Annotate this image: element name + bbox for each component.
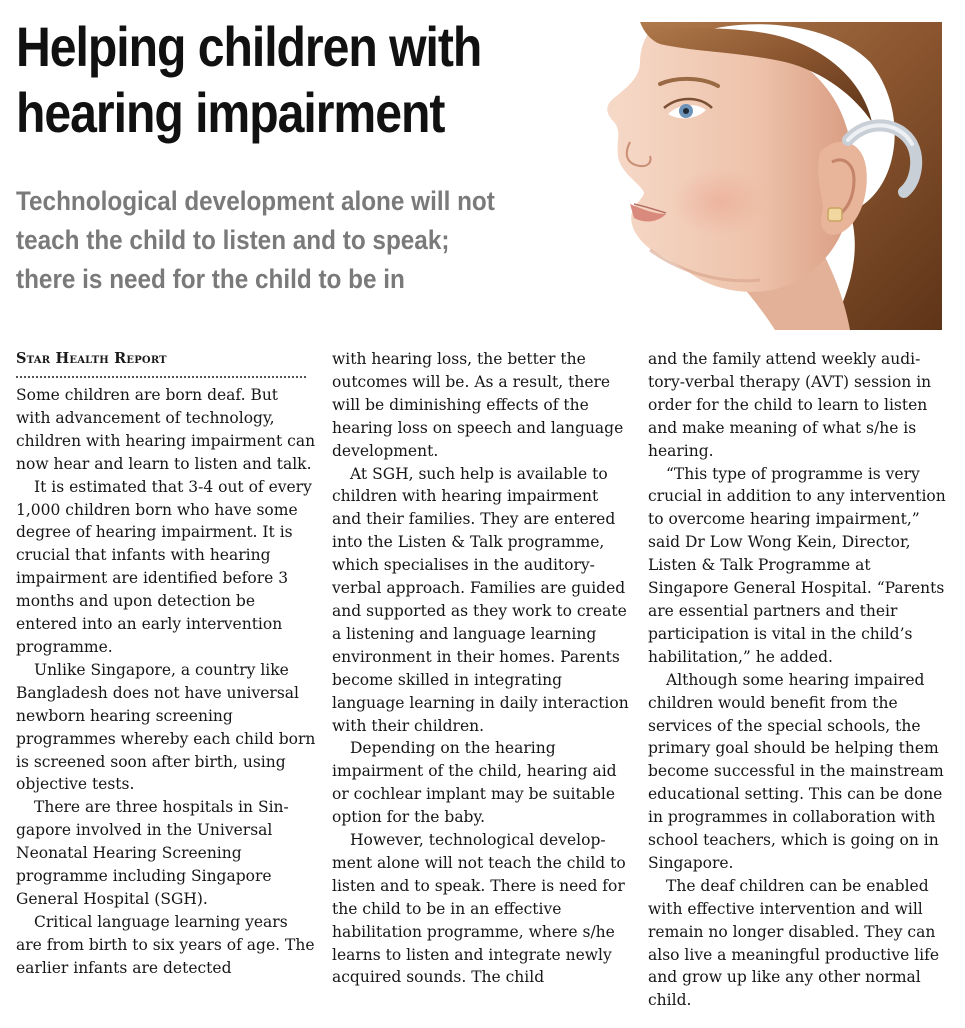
- article-column-2: [332, 348, 632, 989]
- paragraph: There are three hospitals in Singapore involved in the Universal Neonatal Hearing Screening programme including Singapore General Hospital (SGH).: [16, 798, 289, 908]
- byline-divider: [16, 376, 306, 378]
- paragraph: Depending on the hearing impairment of the child, hearing aid or cochlear implant may be suitable option for the baby.: [332, 739, 617, 827]
- article-column-3: [648, 348, 948, 1012]
- paragraph: with hearing loss, the better the outcomes will be. As a result, there will be diminishing effects of the hearing loss on speech and language development.: [332, 350, 624, 460]
- deck-line-3: there is need for the child to be in: [16, 264, 405, 294]
- deck-line-2: teach the child to listen and to speak;: [16, 225, 450, 255]
- paragraph: At SGH, such help is available to children with hearing impairment and their families. They are entered into the Listen & Talk programme, which specialises in the auditory-verbal approach. Families are guided and supported as they work to create a listening and language learning environment in their homes. Parents become skilled in integrating language learning in daily interaction with their children.: [332, 464, 629, 735]
- paragraph: “This type of programme is very crucial in addition to any intervention to overcome hearing impairment,” said Dr Low Wong Kein, Director, Listen & Talk Programme at Singapore General Hospital. “Parents are essential partners and their participation is vital in the child’s habilitation,” he added.: [648, 464, 946, 666]
- article-column-1: [16, 348, 316, 980]
- deck-line-1: Technological development alone will not: [16, 186, 495, 216]
- headline-line-1: Helping children with: [16, 15, 482, 78]
- paragraph: Although some hearing impaired children would benefit from the services of the special schools, the primary goal should be helping them become successful in the mainstream educational setting. This can be done in programmes in collaboration with school teachers, which is going on in Singapore.: [648, 670, 944, 872]
- child-profile-with-hearing-aid-icon: [600, 22, 942, 330]
- paragraph: Critical language learning years are from birth to six years of age. The earlier infants are detected: [16, 912, 315, 977]
- byline: Star Health Report: [16, 350, 167, 367]
- headline-line-2: hearing impairment: [16, 81, 445, 144]
- paragraph: Some children are born deaf. But with advancement of technology, children with hearing impairment can now hear and learn to listen and talk.: [16, 386, 316, 473]
- headline: [16, 14, 515, 146]
- child-photo: [600, 22, 942, 330]
- paragraph: Unlike Singapore, a country like Bangladesh does not have universal newborn hearing screening programmes whereby each child born is screened soon after birth, using objective tests.: [16, 660, 316, 794]
- paragraph: and the family attend weekly auditory-verbal therapy (AVT) session in order for the child to learn to listen and make meaning of what s/he is hearing.: [648, 350, 932, 460]
- paragraph: It is estimated that 3-4 out of every 1,000 children born who have some degree of hearing impairment. It is crucial that infants with hearing impairment are identified before 3 months and upon detection be entered into an early intervention programme.: [16, 477, 312, 656]
- paragraph: The deaf children can be enabled with effective intervention and will remain no longer disabled. They can also live a meaningful productive life and grow up like any other normal child.: [648, 876, 940, 1010]
- deck-subheadline: [16, 182, 495, 299]
- paragraph: However, technological development alone will not teach the child to listen and to speak. There is need for the child to be in an effective habilitation programme, where s/he learns to listen and integrate newly acquired sounds. The child: [332, 831, 626, 987]
